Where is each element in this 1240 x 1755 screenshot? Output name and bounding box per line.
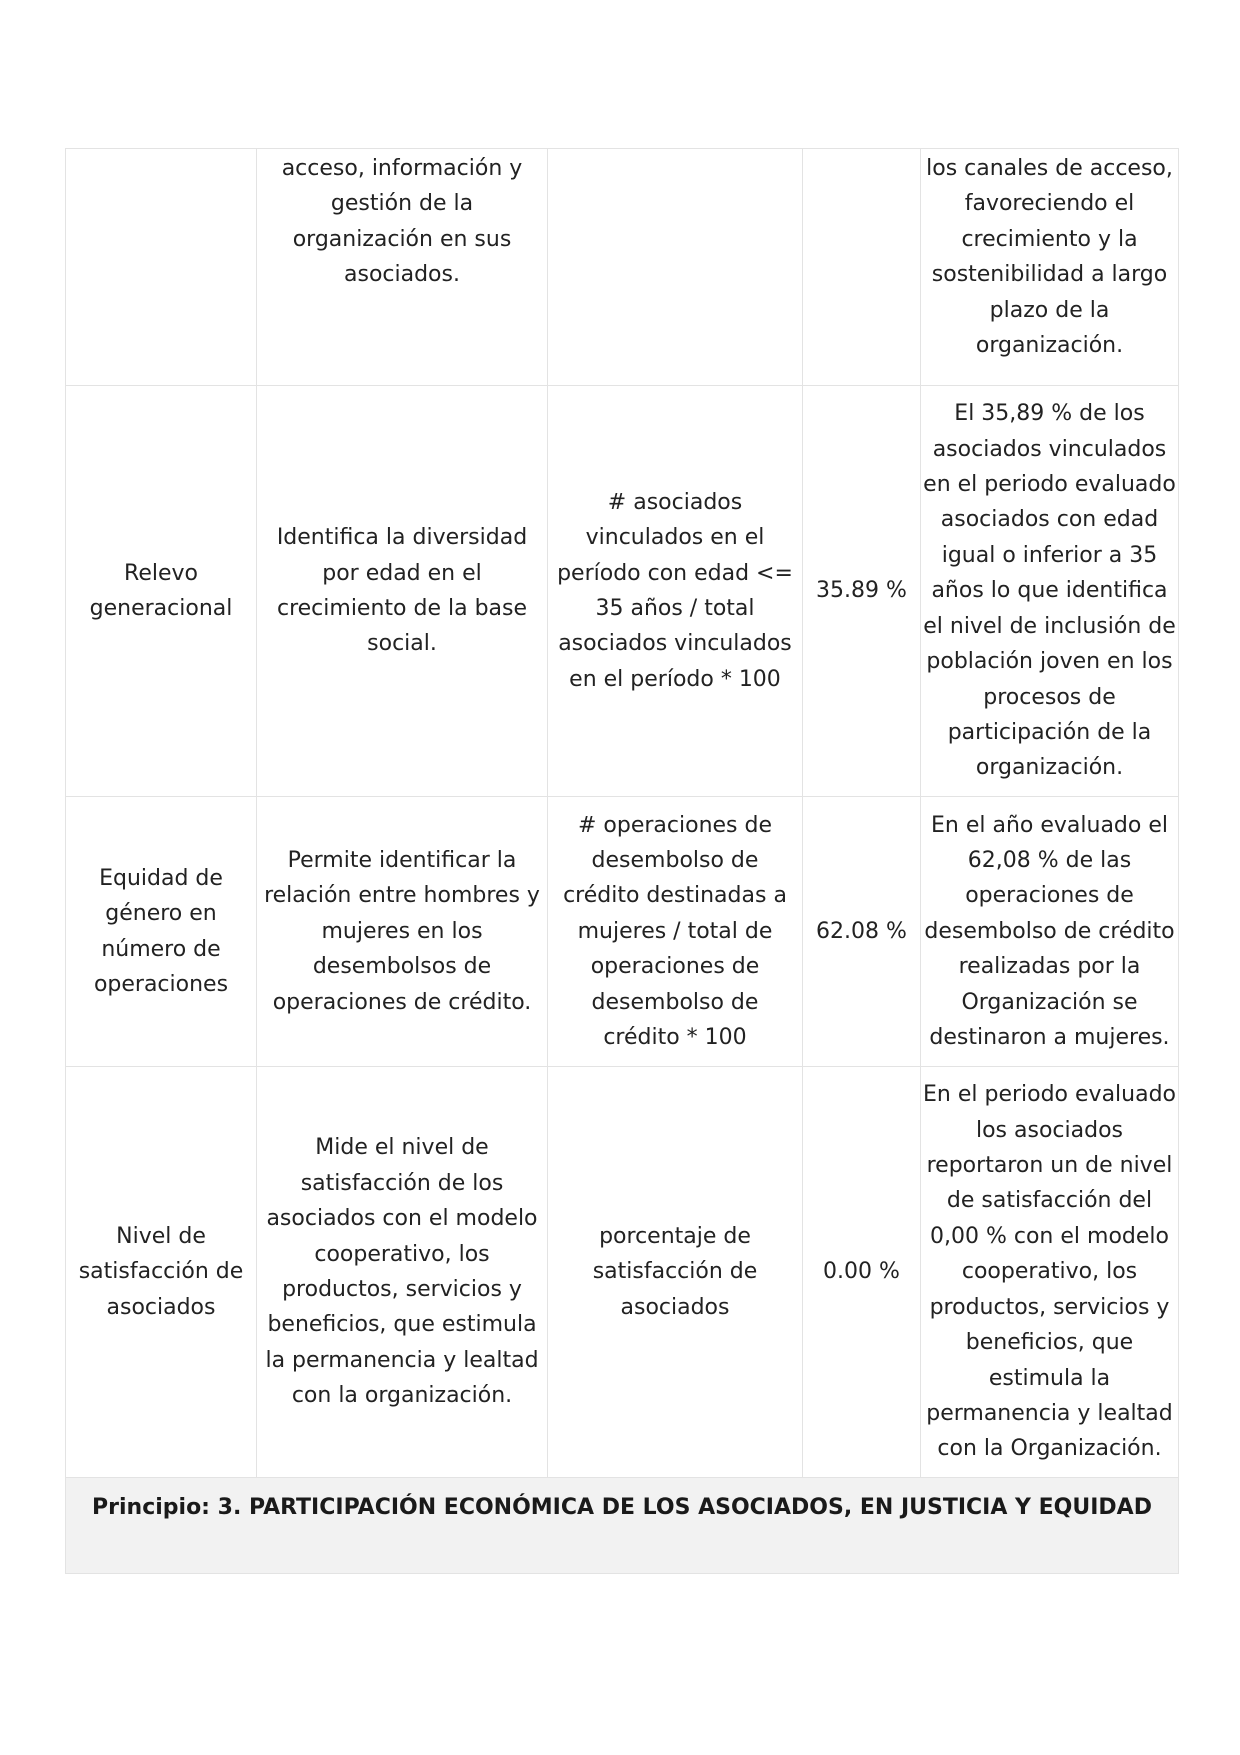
analysis-cell <box>921 1067 1179 1478</box>
indicator-description: Identifica la diversidad por edad en el crecimiento de la base social. <box>276 525 528 657</box>
indicator-analysis: los canales de acceso, favoreciendo el crecimiento y la sostenibilidad a largo plazo de la organización. <box>926 156 1173 359</box>
indicator-analysis: En el periodo evaluado los asociados reportaron un de nivel de satisfacción del 0,00 % con el modelo cooperativo, los productos, servicios y beneficios, que estimula la permanencia y lealtad con la Organización. <box>923 1082 1177 1462</box>
indicator-name: Nivel de satisfacción de asociados <box>78 1223 244 1320</box>
principle-row <box>66 1478 1179 1574</box>
indicator-analysis: En el año evaluado el 62,08 % de las operaciones de desembolso de crédito realizadas por la Organización se destinaron a mujeres. <box>924 812 1175 1051</box>
description-cell <box>257 1067 548 1478</box>
indicators-table <box>65 148 1179 1574</box>
indicator-value: 0.00 % <box>823 1259 900 1285</box>
indicator-cell <box>66 797 257 1067</box>
indicator-formula: # operaciones de desembolso de crédito destinadas a mujeres / total de operaciones de desembolso de crédito * 100 <box>563 812 787 1051</box>
table-row <box>66 386 1179 797</box>
analysis-cell <box>921 149 1179 386</box>
description-cell <box>257 797 548 1067</box>
indicator-description: acceso, información y gestión de la organización en sus asociados. <box>281 156 523 288</box>
indicator-value: 62.08 % <box>816 918 907 944</box>
indicator-description: Mide el nivel de satisfacción de los asociados con el modelo cooperativo, los productos, servicios y beneficios, que estimula la permanencia y lealtad con la organización. <box>265 1135 539 1409</box>
indicator-cell <box>66 149 257 386</box>
indicator-cell <box>66 386 257 797</box>
value-cell <box>803 797 921 1067</box>
table-row <box>66 1067 1179 1478</box>
indicator-name: Relevo generacional <box>89 560 233 621</box>
indicator-value: 35.89 % <box>816 578 907 604</box>
indicator-cell <box>66 1067 257 1478</box>
value-cell <box>803 1067 921 1478</box>
principle-heading: Principio: 3. PARTICIPACIÓN ECONÓMICA DE LOS ASOCIADOS, EN JUSTICIA Y EQUIDAD <box>66 1478 1179 1574</box>
formula-cell <box>548 1067 803 1478</box>
description-cell <box>257 386 548 797</box>
formula-cell <box>548 797 803 1067</box>
analysis-cell <box>921 797 1179 1067</box>
indicator-formula: # asociados vinculados en el período con edad <= 35 años / total asociados vinculados en el período * 100 <box>557 489 793 692</box>
indicator-name: Equidad de género en número de operaciones <box>93 865 229 997</box>
description-cell <box>257 149 548 386</box>
indicator-analysis: El 35,89 % de los asociados vinculados en el periodo evaluado asociados con edad igual o inferior a 35 años lo que identifica el nivel de inclusión de población joven en los procesos de participación de la organización. <box>923 401 1176 781</box>
formula-cell <box>548 386 803 797</box>
table-row <box>66 797 1179 1067</box>
table-row <box>66 149 1179 386</box>
formula-cell <box>548 149 803 386</box>
indicator-formula: porcentaje de satisfacción de asociados <box>592 1223 758 1320</box>
value-cell <box>803 149 921 386</box>
value-cell <box>803 386 921 797</box>
indicator-description: Permite identificar la relación entre hombres y mujeres en los desembolsos de operaciones de crédito. <box>264 847 540 1015</box>
analysis-cell <box>921 386 1179 797</box>
